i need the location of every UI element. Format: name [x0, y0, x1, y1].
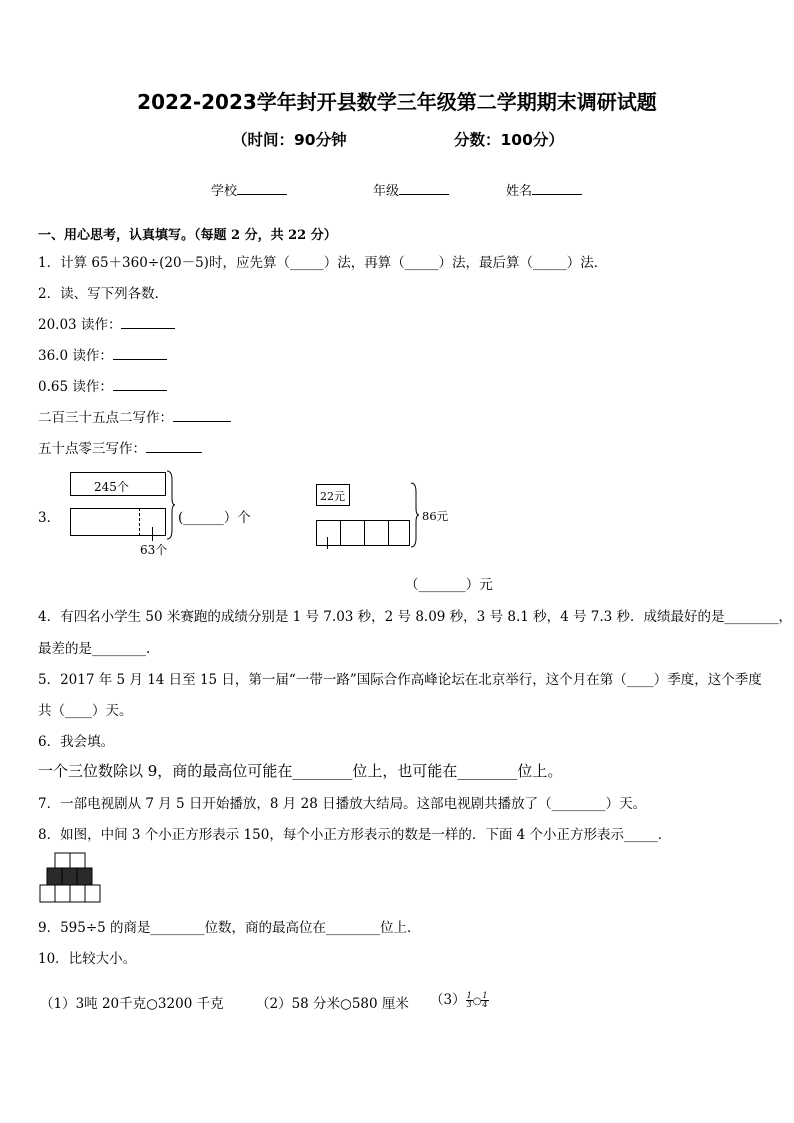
- section-heading: 一、用心思考，认真填写。（每题 2 分，共 22 分）: [38, 228, 337, 243]
- answer-blank[interactable]: [146, 438, 202, 453]
- unit-box-label: 22元: [320, 490, 345, 503]
- answer-blank[interactable]: [113, 345, 167, 360]
- top-bar-label: 245个: [94, 480, 129, 494]
- question-7: 7．一部电视剧从 7 月 5 日开始播放，8 月 28 日播放大结局。这部电视剧共播放了（________）天。: [38, 796, 647, 812]
- school-label: 学校: [211, 184, 238, 199]
- divider: [364, 520, 365, 546]
- question-5-line-2: 共（____）天。: [38, 703, 133, 719]
- exam-time: （时间：90分钟: [232, 131, 347, 149]
- grade-blank[interactable]: [399, 180, 449, 195]
- marker-tick: [327, 537, 328, 549]
- segment-bar: [316, 520, 410, 546]
- right-brace: [410, 482, 420, 548]
- total-label: 86元: [422, 509, 449, 523]
- left-brace: [166, 470, 176, 540]
- q10-part-3: [430, 988, 489, 1009]
- squares-figure: [39, 852, 103, 904]
- divider: [340, 520, 341, 546]
- answer-blank[interactable]: [173, 407, 231, 422]
- q2-item-1: 20.03 读作：: [38, 313, 175, 333]
- answer-blank[interactable]: [113, 376, 167, 391]
- divider: [388, 520, 389, 546]
- compare-circle[interactable]: ○: [472, 996, 482, 1007]
- question-2: 2．读、写下列各数．: [38, 286, 169, 302]
- fraction-one-third: $\frac{1}{3}$: [466, 991, 472, 1009]
- question-9: 9．595÷5 的商是________位数，商的最高位在________位上．: [38, 920, 421, 936]
- bottom-bar-label: 63个: [140, 543, 168, 557]
- page-title: 2022-2023学年封开县数学三年级第二学期期末调研试题: [137, 90, 657, 114]
- q2-item-4: 二百三十五点二写作：: [38, 406, 231, 426]
- q2-item-2: 36.0 读作：: [38, 344, 167, 364]
- school-field: [211, 180, 287, 199]
- q10-part-3-label: （3）: [430, 992, 466, 1008]
- right-answer[interactable]: （_______）元: [405, 577, 493, 593]
- question-10: 10．比较大小。: [38, 951, 137, 967]
- q10-part-1: （1）3吨 20千克○3200 千克: [40, 996, 224, 1012]
- question-8: 8．如图，中间 3 个小正方形表示 150，每个小正方形表示的数是一样的．下面 4 个小正方形表示_____．: [38, 827, 672, 843]
- q2-item-3: 0.65 读作：: [38, 375, 167, 395]
- grade-field: [373, 180, 449, 199]
- school-blank[interactable]: [237, 180, 287, 195]
- question-6-sub: 一个三位数除以 9，商的最高位可能在________位上，也可能在________位上。: [38, 762, 563, 780]
- name-field: [506, 180, 582, 199]
- left-answer[interactable]: (______）个: [178, 510, 251, 526]
- fraction-one-fourth: $\frac{1}{4}$: [482, 991, 488, 1009]
- question-5-line-1: 5．2017 年 5 月 14 日至 15 日，第一届“一带一路”国际合作高峰论坛在北京举行，这个月在第（____）季度，这个季度: [38, 672, 762, 688]
- exam-score: 分数：100分）: [454, 131, 564, 149]
- question-4-line-2: 最差的是________.: [38, 641, 151, 657]
- question-1: 1．计算 65＋360÷(20－5)时，应先算（_____）法，再算（_____）法，最后算（_____）法．: [38, 255, 608, 271]
- q2-item-5: 五十点零三写作：: [38, 437, 202, 457]
- name-blank[interactable]: [532, 180, 582, 195]
- q10-part-2: （2）58 分米○580 厘米: [256, 996, 409, 1012]
- grade-label: 年级: [373, 184, 400, 199]
- question-3-number: 3．: [38, 510, 61, 526]
- question-6: 6．我会填。: [38, 734, 115, 750]
- bottom-tick: [152, 527, 153, 541]
- name-label: 姓名: [506, 184, 533, 199]
- answer-blank[interactable]: [121, 314, 175, 329]
- question-4-line-1: 4．有四名小学生 50 米赛跑的成绩分别是 1 号 7.03 秒，2 号 8.09 秒，3 号 8.1 秒，4 号 7.3 秒．成绩最好的是________，: [38, 609, 793, 625]
